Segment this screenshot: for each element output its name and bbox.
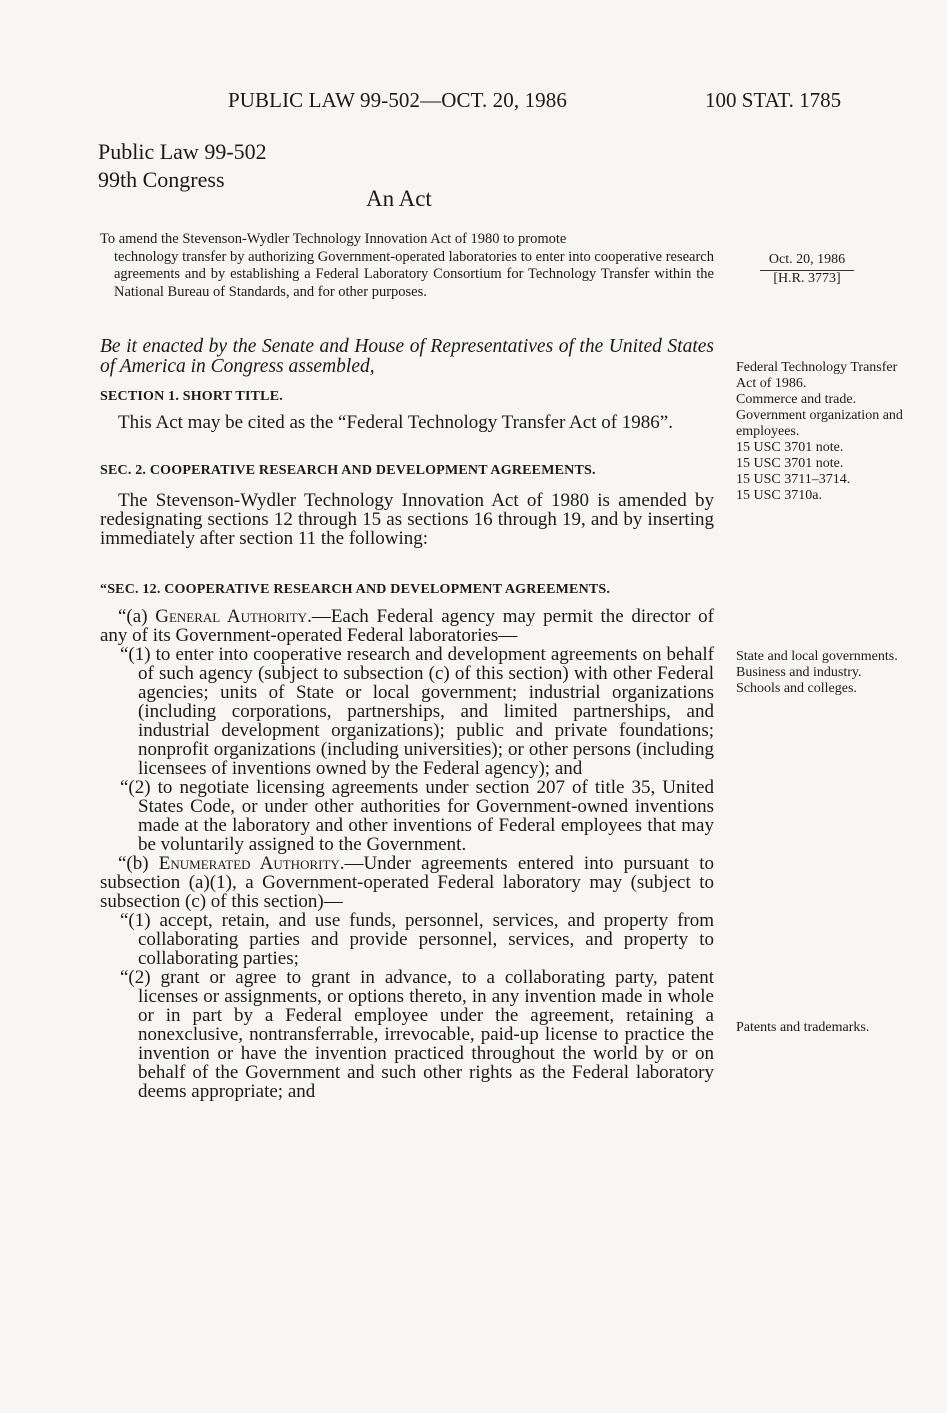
section-12-body <box>100 607 714 1101</box>
act-title: An Act <box>366 186 432 211</box>
margin-notes-patents <box>736 1020 906 1036</box>
margin-note-usc-2: 15 USC 3701 note. <box>736 456 844 471</box>
section-1-text <box>100 413 714 432</box>
subsection-a-caption: General Authority. <box>155 606 312 627</box>
running-header-right: 100 STAT. 1785 <box>705 88 842 112</box>
congress-number: 99th Congress <box>98 167 225 192</box>
paragraph-b2 <box>100 968 714 1101</box>
section-2-text <box>100 491 714 548</box>
public-law-block <box>98 138 267 194</box>
subsection-b-label: “(b) <box>118 853 159 874</box>
paragraph-b1 <box>100 911 714 968</box>
bill-number: [H.R. 3773] <box>773 271 841 286</box>
enactment-date: Oct. 20, 1986 <box>768 252 846 267</box>
subsection-a-text: —Each Federal agency may permit the director of any of its Government-operated Federal laboratories— <box>100 606 715 646</box>
paragraph-a2 <box>100 778 714 854</box>
margin-note-usc-1: 15 USC 3701 note. <box>736 440 844 455</box>
paragraph-a1-text: “(1) to enter into cooperative research and development agreements on behalf of such agency (subject to subsection (c) of this section) with other Federal agencies; units of State or local government; industrial organizations (including corporations, partnerships, and limited partnerships, and industrial development organizations); public and private foundations; nonprofit organizations (including universities); or other persons (including licensees of inventions owned by the Federal agency); and <box>120 644 714 779</box>
paragraph-a2-text: “(2) to negotiate licensing agreements under section 207 of title 35, United States Code, or under other authorities for Government-owned inventions made at the laboratory and other inventions of Federal employees that may be voluntarily assigned to the Government. <box>120 777 714 855</box>
section-1-paragraph: This Act may be cited as the “Federal Technology Transfer Act of 1986”. <box>118 412 673 433</box>
purpose-clause <box>100 231 714 301</box>
section-2-heading: SEC. 2. COOPERATIVE RESEARCH AND DEVELOPMENT AGREEMENTS. <box>100 463 596 478</box>
enacting-clause: Be it enacted by the Senate and House of Representatives of the United States of America in Congress assembled, <box>100 336 714 377</box>
margin-notes-section-1 <box>736 360 906 504</box>
enactment-date-note <box>760 252 854 287</box>
section-12-heading: “SEC. 12. COOPERATIVE RESEARCH AND DEVELOPMENT AGREEMENTS. <box>100 582 611 597</box>
margin-notes-subsection-a <box>736 649 906 697</box>
margin-note-commerce: Commerce and trade. <box>736 392 857 407</box>
margin-note-usc-3: 15 USC 3711–3714. <box>736 472 851 487</box>
margin-note-short-title: Federal Technology Transfer Act of 1986. <box>736 360 898 391</box>
paragraph-b1-text: “(1) accept, retain, and use funds, personnel, services, and property from collaborating parties and provide personnel, services, and property to collaborating parties; <box>120 910 714 969</box>
subsection-a-label: “(a) <box>118 606 156 627</box>
purpose-continuation: technology transfer by authorizing Government-operated laboratories to enter into cooperative research agreements and by establishing a Federal Laboratory Consortium for Technology Transfer within the National Bureau of Standards, and for other purposes. <box>114 248 714 300</box>
public-law-number: Public Law 99-502 <box>98 139 267 164</box>
paragraph-a1 <box>100 645 714 778</box>
margin-note-schools: Schools and colleges. <box>736 681 857 696</box>
margin-note-patents: Patents and trademarks. <box>736 1020 870 1035</box>
purpose-line-1: To amend the Stevenson-Wydler Technology Innovation Act of 1980 to promote <box>100 231 567 247</box>
subsection-b-caption: Enumerated Authority. <box>158 853 345 874</box>
margin-note-state-local: State and local governments. <box>736 649 898 664</box>
section-1-heading: SECTION 1. SHORT TITLE. <box>100 389 283 404</box>
margin-note-government: Government organization and employees. <box>736 408 903 439</box>
subsection-b-text: —Under agreements entered into pursuant to subsection (a)(1), a Government-operated Federal laboratory may (subject to subsection (c) of this section)— <box>100 853 714 912</box>
subsection-b <box>100 854 714 911</box>
subsection-a <box>100 607 714 645</box>
margin-note-usc-4: 15 USC 3710a. <box>736 488 822 503</box>
paragraph-b2-text: “(2) grant or agree to grant in advance, to a collaborating party, patent licenses or assignments, or options thereto, in any invention made in whole or in part by a Federal employee under the agreement, retaining a nonexclusive, nontransferrable, irrevocable, paid-up license to practice the invention or have the invention practiced throughout the world by or on behalf of the Government and such other rights as the Federal laboratory deems appropriate; and <box>120 967 714 1102</box>
margin-note-business: Business and industry. <box>736 665 862 680</box>
section-2-paragraph: The Stevenson-Wydler Technology Innovation Act of 1980 is amended by redesignating sections 12 through 15 as sections 16 through 19, and by inserting immediately after section 11 the following: <box>100 490 714 549</box>
running-header-left: PUBLIC LAW 99-502—OCT. 20, 1986 <box>228 88 567 112</box>
